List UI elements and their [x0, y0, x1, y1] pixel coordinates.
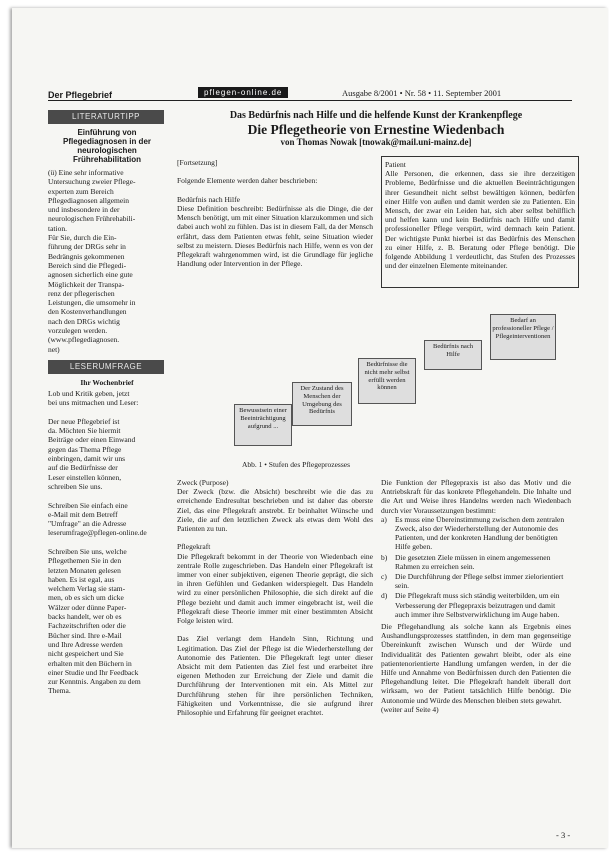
list-item: c) Die Durchführung der Pflege selbst immer zielorientiert sein. — [381, 572, 564, 591]
stair-step-5: Bedarf an professioneller Pflege / Pflegeinterventionen — [490, 314, 556, 360]
sidebar-heading-2: Ihr Wochenbrief — [80, 377, 134, 387]
diagram-caption: Abb. 1 • Stufen des Pflegeprozesses — [242, 460, 351, 469]
staircase-diagram — [174, 308, 574, 458]
publication-name: Der Pflegebrief — [48, 90, 113, 100]
publication-logo: pflegen-online.de — [198, 87, 288, 98]
lower-right-intro: Die Funktion der Pflegepraxis ist also das Motiv und die Antriebskraft für das konkrete Pflegehandeln. Die Inhalte und die Art und Weise ihres Handelns werden nach Wiedenbach durch vier Voraussetzungen bestimmt: — [381, 478, 571, 515]
lower-left-text: Zweck (Purpose) Der Zweck (bzw. die Absicht) beschreibt wie die das zu erreichende Endresultat beschrieben und ist daher das oberste Ziel, das eine Pflegekraft anstrebt. Er beinhaltet Wünsche und Ziele, die auf den letztlichen Zweck als etwas dem Wohl des Patienten zu tun. Pflegekraft Die Pflegekraft bekommt in der Theorie von Wiedenbach eine zentrale Rolle zugeschrieben. Das Handeln einer Pflegekraft ist immer von einer subjektiven, eigenen Theorie geprägt, die sich in ihren Gefühlen und Gedanken widerspiegelt. Das Handeln wird zu einer persönlichen Philosophie, die sich direkt auf die Pflege bezieht und damit auch immer eingebracht ist, weil die Pflegekraft diese Theorie immer mit einer bestimmten Absicht Folge leisten wird. Das Ziel verlangt dem Handeln Sinn, Richtung und Legitimation. Das Ziel der Pflege ist die Wiederherstellung der Autonomie des Patienten. Die Pflegekraft legt unter dieser Absicht mit dem Patienten das Ziel fest und erarbeitet ihre eigenen Methoden zur Erreichung der Ziele und damit die Durchführung der Interventionen mit ein. Als Mittel zur Durchführung stehen für ihre persönlichen Techniken, Fähigkeiten und Vorkenntnisse, die sie aufgrund ihrer Philosophie und Erfahrung für geeignet erachtet. — [177, 478, 373, 718]
list-item: a) Es muss eine Übereinstimmung zwischen dem zentralen Zweck, also der Wiederherstellung der Autonomie des Patienten, und der konkreten Handlung der benötigten Hilfe geben. — [381, 514, 565, 552]
column-lower-right — [381, 478, 571, 714]
header-rule — [48, 100, 572, 101]
column-upper-right — [381, 156, 579, 288]
article-byline: von Thomas Nowak [tnowak@mail.uni-mainz.de] — [280, 137, 472, 147]
upper-right-text: Patient Alle Personen, die erkennen, dass sie ihre derzeitigen Probleme, Bedürfnisse und die aktuellen Beeinträchtigungen ihrer Gesundheit nicht selbst bewältigen können, bedürfen einer Hilfe von außen und damit werden sie zu Patienten. Ein Mensch, der zwar ein Leiden hat, sich aber selbst behilflich und helfen kann und kein Bedürfnis nach Hilfe und damit professioneller Pflege verspürt, wird demnach kein Patient. Der wichtigste Punkt hierbei ist das Bedürfnis des Menschen zu einer Hilfe, z. B. Beratung oder Pflege benötigt. Die folgende Abbildung 1 verdeutlicht, das Stufen des Prozesses und der einzelnen Elemente miteinander. — [385, 160, 575, 271]
upper-left-text: [Fortsetzung] Folgende Elemente werden daher beschrieben: Bedürfnis nach Hilfe Diese Definition beschreibt: Bedürfnisse als die Dinge, die der Mensch benötigt, um mit einer Situation klarzukommen und sich dabei auch wohl zu fühlen. Das ist in diesem Fall, da der Mensch erfährt, dass dem Patienten etwas fehlt, seine Situation wieder selbst zu meistern. Dieses Bedürfnis nach Hilfe, wenn es von der Pflegekraft wahrgenommen wird, ist die Grundlage für jegliche Handlung oder Intervention in der Pflege. — [177, 158, 373, 269]
lower-right-text: Die Pflegehandlung als solche kann als Ergebnis eines Aushandlungsprozesses stattfinden, in dem man gegenseitige Übereinkunft zwischen Wunsch und der Würde und Individualität des Patienten gewahrt bleibt, oder als eine patientenorientierte Handlung umfangen werden, in der die Hilfe und Annahme von Bedürfnissen durch den Patienten die Pflegehandlung leitet. Die Pflegekraft handelt überall dort wirksam, wo der Patient tatsächlich Hilfe benötigt. Die Autonomie und Würde des Menschen bleiben stets gewahrt. (weiter auf Seite 4) — [381, 622, 571, 714]
issue-line: Ausgabe 8/2001 • Nr. 58 • 11. September 2001 — [342, 88, 502, 98]
sidebar — [48, 110, 166, 760]
stair-step-2: Der Zustand des Menschen der Umgebung des Bedürfnis — [292, 382, 352, 426]
column-upper-left — [177, 158, 373, 268]
article-title-block — [176, 110, 576, 148]
list-item: b) Die gesetzten Ziele müssen in einem angemessenen Rahmen zu erreichen sein. — [381, 552, 551, 571]
sidebar-text-1: (ü) Eine sehr informative Untersuchung zweier Pflege- experten zum Bereich Pflegediagnosen allgemein und insbesondere in der neurologischen Frührehabili- tation. Für Sie, durch die Ein- führung der DRGs sehr in Bedrängnis gekommenen Bereich sind die Pflegedi- agnosen sicherlich eine gute Möglichkeit der Transpa- renz der pflegerischen Leistungen, die umsomehr in den Kostenverhandlungen nach den DRGs wichtig vorzulegen werden. (www.pflegediagnosen. net) — [48, 168, 136, 354]
sidebar-banner-2: LESERUMFRAGE — [48, 360, 164, 374]
article-title: Die Pflegetheorie von Ernestine Wiedenbach — [247, 122, 505, 137]
stair-step-1: Bewusstsein einer Beeinträchtigung aufgrund ... — [234, 404, 292, 446]
article-kicker: Das Bedürfnis nach Hilfe und die helfende Kunst der Krankenpflege — [229, 110, 523, 121]
list-item: d) Die Pflegekraft muss sich ständig weiterbilden, um ein Verbesserung der Pflegepraxis beizutragen und damit auch immer ihre Selbstverwirklichung im Auge haben. — [381, 591, 560, 619]
requirements-list — [381, 515, 571, 619]
stair-step-4: Bedürfnis nach Hilfe — [424, 340, 482, 370]
newspaper-page — [12, 8, 608, 848]
sidebar-text-2: Lob und Kritik geben, jetzt bei uns mitmachen und Leser: Der neue Pflegebrief ist da. Möchten Sie hiermit Beiträge oder einen Einwand gegen das Thema Pflege einbringen, damit wir uns auf die Bedürfnisse der Leser einstellen können, schreiben Sie uns. Schreiben Sie einfach eine e-Mail mit dem Betreff "Umfrage" an die Adresse leserumfrage@pflegen-online.de Schreiben Sie uns, welche Pflegethemen Sie in den letzten Monaten gelesen haben. Es ist egal, aus welchem Verlag sie stam- men, ob es sich um dicke Wälzer oder dünne Paper- backs handelt, wer ob es Fachzeitschriften oder die Bücher sind. Ihre e-Mail und Ihre Adresse werden nicht gespeichert und Sie erhalten mit den Büchern in einer Studie und Ihr Feedback zur Kenntnis. Angaben zu dem Thema. — [48, 388, 147, 696]
page-number: - 3 - — [556, 830, 571, 840]
stair-step-3: Bedürfnisse die nicht mehr selbst erfüllt werden können — [358, 358, 416, 404]
column-lower-left — [177, 478, 373, 717]
sidebar-heading-1: Einführung von Pflegediagnosen in der neurologischen Frührehabilitation — [62, 128, 151, 164]
sidebar-banner-1: LITERATURTIPP — [48, 110, 164, 124]
